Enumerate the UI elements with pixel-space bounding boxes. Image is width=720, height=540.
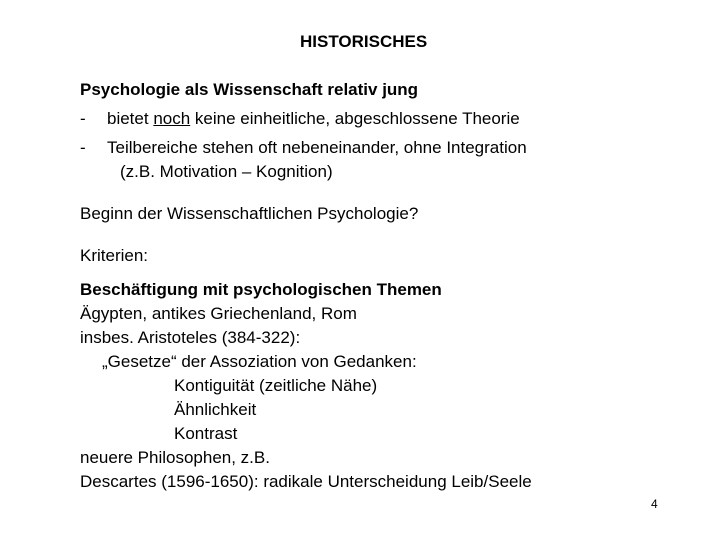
question-line: Beginn der Wissenschaftlichen Psychologie? <box>80 204 419 223</box>
criteria-label: Kriterien: <box>80 246 149 265</box>
bullet-1-text-end: keine einheitliche, abgeschlossene Theorie <box>190 109 520 128</box>
text-line-5: Ähnlichkeit <box>174 400 257 419</box>
bullet-item-2-continuation: (z.B. Motivation – Kognition) <box>120 162 333 181</box>
section-heading: Beschäftigung mit psychologischen Themen <box>80 280 442 299</box>
page-number: 4 <box>651 497 658 511</box>
intro-heading: Psychologie als Wissenschaft relativ jung <box>80 80 419 99</box>
text-line-6: Kontrast <box>174 424 238 443</box>
text-line-4: Kontiguität (zeitliche Nähe) <box>174 376 378 395</box>
text-line-7: neuere Philosophen, z.B. <box>80 448 270 467</box>
bullet-1-underlined-word: noch <box>153 109 191 128</box>
bullet-item-2: Teilbereiche stehen oft nebeneinander, ohne Integration <box>107 138 527 157</box>
bullet-dash-1: - <box>80 109 86 128</box>
text-line-8: Descartes (1596-1650): radikale Unterscheidung Leib/Seele <box>80 472 532 491</box>
bullet-1-text-start: bietet <box>107 109 154 128</box>
text-line-3: „Gesetze“ der Assoziation von Gedanken: <box>102 352 417 371</box>
bullet-item-1 <box>107 109 520 129</box>
slide-title: HISTORISCHES <box>300 32 428 51</box>
text-line-2: insbes. Aristoteles (384-322): <box>80 328 301 347</box>
text-line-1: Ägypten, antikes Griechenland, Rom <box>80 304 357 323</box>
bullet-dash-2: - <box>80 138 86 157</box>
